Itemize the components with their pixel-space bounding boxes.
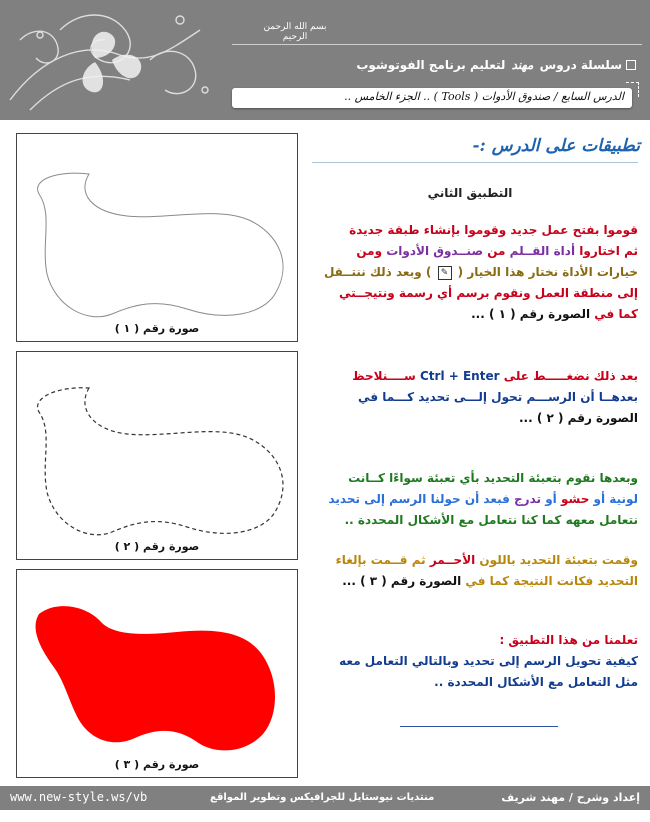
- paragraph-5: [310, 630, 638, 693]
- text-run: من: [483, 244, 510, 258]
- line: [310, 241, 638, 262]
- footer-bar: [0, 786, 650, 810]
- line: [310, 510, 638, 531]
- text-run: كيفية تحويل الرسم إلى تحديد وبالتالي التعامل معه: [339, 654, 638, 668]
- line: [310, 220, 638, 241]
- text-run: ومن: [356, 244, 387, 258]
- text-run: فبعد أن حولنا الرسم إلى تحديد: [328, 492, 515, 506]
- text-run: لونية أو: [589, 492, 638, 506]
- filled-shape-drawing: [17, 570, 297, 777]
- text-run: أو: [541, 492, 561, 506]
- line: [310, 387, 638, 408]
- text-run: نتعامل معهه كما كنا نتعامل مع الأشكال المحددة ..: [344, 513, 638, 527]
- text-run: صنــدوق الأدوات: [386, 244, 484, 258]
- text-run: الصورة رقم ( ٢ ) ...: [519, 411, 638, 425]
- header-divider: [232, 44, 642, 45]
- text-run: أداة القــلم: [509, 244, 576, 258]
- line: [310, 366, 638, 387]
- text-run: قوموا بفتح عمل جديد وقوموا بإنشاء طبقة جديدة: [349, 223, 638, 237]
- caption-image-1: صورة رقم ( ١ ): [114, 322, 200, 335]
- image-panel-3: [16, 569, 298, 778]
- pen-paths-option-icon: ✎: [438, 266, 452, 280]
- line: [310, 468, 638, 489]
- paragraph-3: [310, 468, 638, 531]
- selection-path: [38, 388, 283, 535]
- text-run: ســــنلاحظ: [352, 369, 420, 383]
- text-run: وبعدها نقوم بتعبئة التحديد بأي تعبئة سواءًا كــانت: [348, 471, 638, 485]
- lesson-bar: [232, 88, 632, 108]
- series-suffix: لتعليم برنامج الفوتوشوب: [356, 58, 506, 72]
- text-run: حشو: [560, 492, 590, 506]
- text-run: ) وبعد ذلك ننتــقل: [323, 265, 436, 279]
- red-filled-shape: [36, 606, 275, 750]
- bullet-square-icon: [626, 60, 636, 70]
- line: [310, 651, 638, 672]
- pen-path: [38, 173, 283, 317]
- text-run: إلى منطقة العمل ونقوم برسم أي رسمة ونتيجــتي: [339, 286, 638, 300]
- lesson-title: الدرس السابع / صندوق الأدوات ( Tools ) .. الجزء الخامس ..: [344, 90, 624, 103]
- line: [310, 672, 638, 693]
- text-run: الصورة رقم ( ٣ ) ...: [342, 574, 462, 588]
- pen-path-drawing: [17, 134, 297, 341]
- text-run: وقمت بتعبئة التحديد باللون: [475, 553, 638, 567]
- selection-drawing: [17, 352, 297, 559]
- line: [310, 630, 638, 651]
- line: [310, 489, 638, 510]
- text-run: ثم قــمت بإلغاء: [335, 553, 430, 567]
- series-prefix: سلسلة دروس: [539, 58, 622, 72]
- section-title: تطبيقات على الدرس :-: [472, 136, 640, 156]
- footer-author: إعداد وشرح / مهند شريف: [501, 791, 640, 804]
- paragraph-4: [310, 550, 638, 592]
- text-run: تعلمنا من هذا التطبيق :: [499, 633, 638, 647]
- text-run: الأحــمر: [429, 553, 476, 567]
- header-banner: [0, 0, 650, 120]
- line: [310, 571, 638, 592]
- text-run: التحديد فكانت النتيجة كما في: [461, 574, 638, 588]
- paragraph-1: [310, 220, 638, 325]
- line: [310, 550, 638, 571]
- floral-ornament-icon: [0, 0, 240, 120]
- caption-image-3: صورة رقم ( ٣ ): [114, 758, 200, 771]
- image-panel-1: [16, 133, 298, 342]
- end-divider: [400, 726, 558, 727]
- application-subheading: التطبيق الثاني: [427, 186, 513, 200]
- text-run: مثل التعامل مع الأشكال المحددة ..: [434, 675, 638, 689]
- paragraph-2: [310, 366, 638, 429]
- line: [310, 408, 638, 429]
- footer-forum-name: منتديات نيوستايل للجرافيكس وتطوير المواقع: [210, 792, 435, 803]
- series-brand: مهند: [511, 58, 534, 72]
- text-run: تدرج: [514, 492, 542, 506]
- text-run: ثم اختاروا: [575, 244, 638, 258]
- text-run: بعد ذلك نضغـــــط على: [499, 369, 638, 383]
- text-run: كما في: [590, 307, 638, 321]
- series-title: [356, 58, 622, 72]
- line: [310, 262, 638, 283]
- footer-url-link[interactable]: www.new-style.ws/vb: [10, 790, 148, 804]
- caption-image-2: صورة رقم ( ٢ ): [114, 540, 200, 553]
- line: [310, 304, 638, 325]
- line: [310, 283, 638, 304]
- text-run: الصورة رقم ( ١ ) ...: [471, 307, 591, 321]
- text-run: خيارات الأداة نختار هذا الخيار (: [453, 265, 638, 279]
- bismillah-text: بسم الله الرحمن الرحيم: [263, 22, 327, 42]
- title-underline: [312, 162, 638, 163]
- image-panel-2: [16, 351, 298, 560]
- text-run: Ctrl + Enter: [420, 369, 500, 383]
- text-run: بعدهــا أن الرســـم تحول إلـــى تحديد كـــما في: [358, 390, 638, 404]
